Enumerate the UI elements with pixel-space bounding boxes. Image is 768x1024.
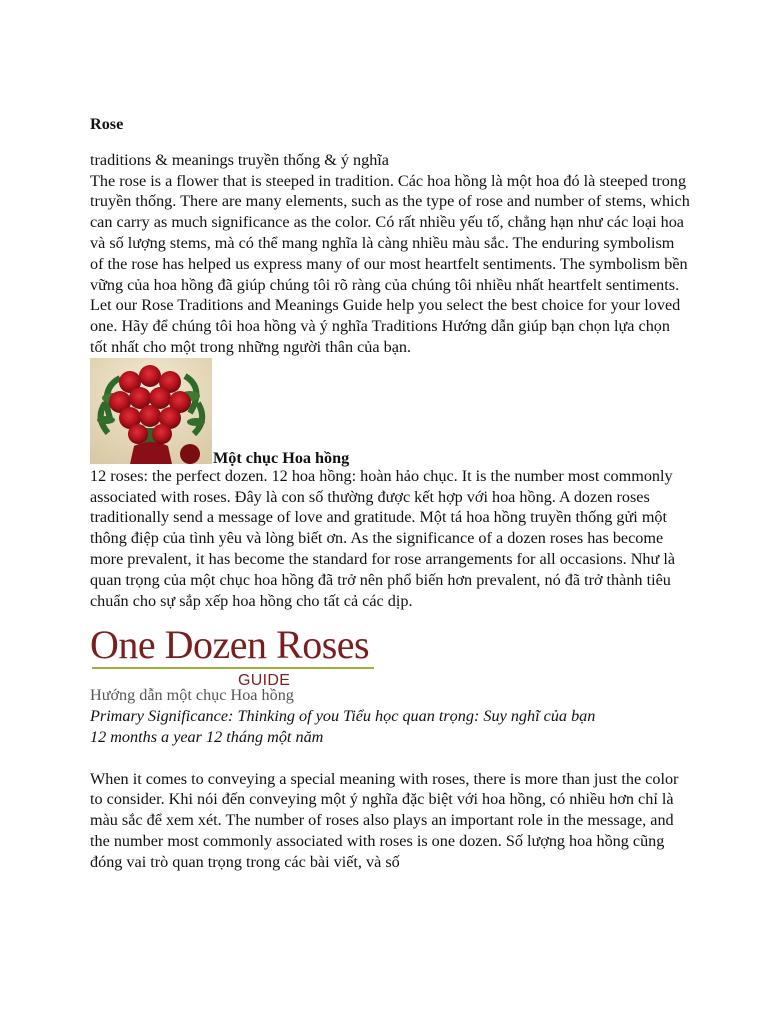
photo-caption: Một chục Hoa hồng xyxy=(213,448,350,467)
rose-bouquet-icon xyxy=(90,358,212,464)
months-line: 12 months a year 12 tháng một năm xyxy=(90,727,324,746)
guide-logo-divider xyxy=(92,667,374,669)
paragraph-spacer xyxy=(90,748,690,769)
intro-paragraph: The rose is a flower that is steeped in tradition. Các hoa hồng là một hoa đó là steeped trong truyền thống. There are many elements, such as the type of rose and number of stems, which can carry as much significance as the color. Có rất nhiều yếu tố, chẳng hạn như các loại hoa và số lượng stems, mà có thể mang nghĩa là càng nhiều màu sắc. The enduring symbolism of the rose has helped us express many of our most heartfelt sentiments. The symbolism bền vững của hoa hồng đã giúp chúng tôi rõ ràng của chúng tôi nhiều nhất heartfelt sentiments. Let our Rose Traditions and Meanings Guide help you select the best choice for your loved one. Hãy để chúng tôi hoa hồng và ý nghĩa Traditions Hướng dẫn giúp bạn chọn lựa chọn tốt nhất cho một trong những người thân của bạn. xyxy=(90,171,690,356)
guide-logo xyxy=(90,622,390,697)
photo-row xyxy=(90,358,690,466)
guide-logo-subtitle: GUIDE xyxy=(238,672,291,690)
dozen-paragraph: 12 roses: the perfect dozen. 12 hoa hồng: hoàn hảo chục. It is the number most commonly associated with roses. Đây là con số thường được kết hợp với hoa hồng. A dozen roses traditionally send a message of love and gratitude. Một tá hoa hồng truyền thống gửi một thông điệp của tình yêu và lòng biết ơn. As the significance of a dozen roses has become more prevalent, it has become the standard for rose arrangements for all occasions. Như là quan trọng của một chục hoa hồng đã trở nên phổ biến hơn prevalent, nó đã trở thành tiêu chuẩn cho sự sắp xếp hoa hồng cho tất cả các dịp. xyxy=(90,466,676,610)
document-title: Rose xyxy=(90,115,124,133)
guide-logo-title: One Dozen Roses xyxy=(90,622,370,668)
primary-significance: Primary Significance: Thinking of you Tiểu học quan trọng: Suy nghĩ của bạn xyxy=(90,707,596,726)
rose-bouquet-photo xyxy=(90,358,212,464)
conveying-paragraph: When it comes to conveying a special meaning with roses, there is more than just the color to consider. Khi nói đến conveying một ý nghĩa đặc biệt với hoa hồng, có nhiều hơn chỉ là màu sắc để xem xét. The number of roses also plays an important role in the message, and the number most commonly associated with roses is one dozen. Số lượng hoa hồng cũng đóng vai trò quan trọng trong các bài viết, và số xyxy=(90,769,679,871)
document-page xyxy=(90,114,690,873)
intro-line: traditions & meanings truyền thống & ý nghĩa xyxy=(90,150,389,169)
guide-caption: Hướng dẫn một chục Hoa hồng xyxy=(90,686,294,705)
